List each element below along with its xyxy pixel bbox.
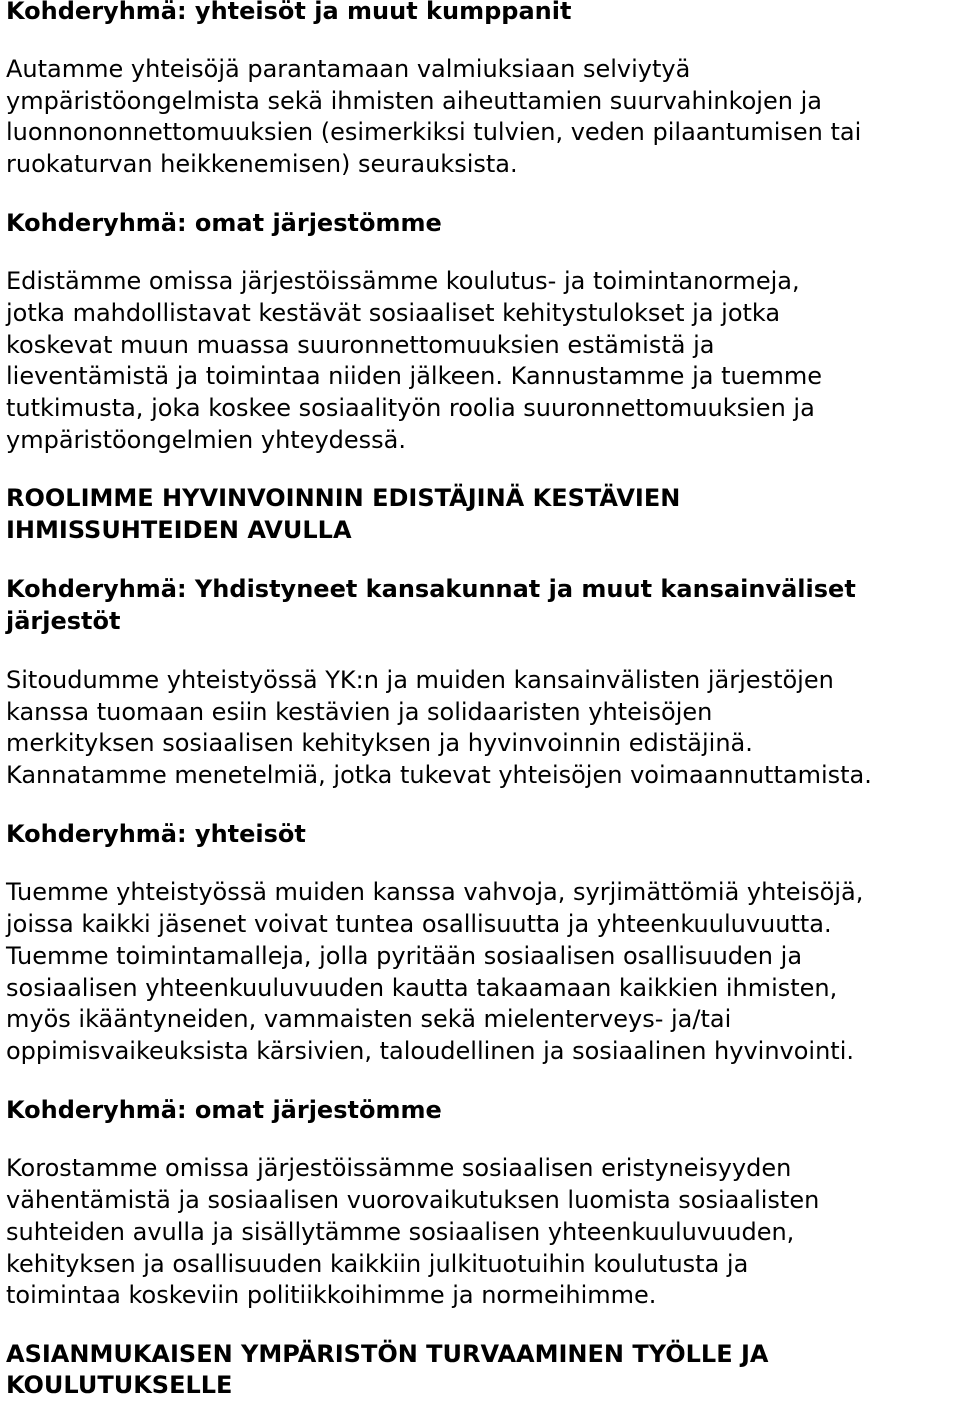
paragraph-line: Sitoudumme yhteistyössä YK:n ja muiden kansainvälisten järjestöjen xyxy=(6,666,834,694)
paragraph-line: Tuemme toimintamalleja, jolla pyritään sosiaalisen osallisuuden ja xyxy=(6,942,803,970)
paragraph-line: ympäristöongelmista sekä ihmisten aiheuttamien suurvahinkojen ja xyxy=(6,87,822,115)
paragraph-line: myös ikääntyneiden, vammaisten sekä mielenterveys- ja/tai xyxy=(6,1005,732,1033)
paragraph-line: kanssa tuomaan esiin kestävien ja solidaaristen yhteisöjen xyxy=(6,698,713,726)
section-heading: Kohderyhmä: yhteisöt xyxy=(6,820,306,848)
paragraph-line: ympäristöongelmien yhteydessä. xyxy=(6,426,407,454)
paragraph-line: jotka mahdollistavat kestävät sosiaaliset kehitystulokset ja jotka xyxy=(6,299,781,327)
paragraph-line: Autamme yhteisöjä parantamaan valmiuksiaan selviytyä xyxy=(6,55,691,83)
section-heading: Kohderyhmä: omat järjestömme xyxy=(6,1096,442,1124)
section-heading: Kohderyhmä: omat järjestömme xyxy=(6,209,442,237)
paragraph-line: joissa kaikki jäsenet voivat tuntea osallisuutta ja yhteenkuuluvuutta. xyxy=(6,910,832,938)
paragraph-line: kehityksen ja osallisuuden kaikkiin julkituotuihin koulutusta ja xyxy=(6,1250,749,1278)
main-heading: ROOLIMME HYVINVOINNIN EDISTÄJINÄ KESTÄVIEN xyxy=(6,484,681,512)
paragraph-line: suhteiden avulla ja sisällytämme sosiaalisen yhteenkuuluvuuden, xyxy=(6,1218,795,1246)
paragraph-line: Kannatamme menetelmiä, jotka tukevat yhteisöjen voimaannuttamista. xyxy=(6,761,872,789)
paragraph-line: Edistämme omissa järjestöissämme koulutus- ja toimintanormeja, xyxy=(6,267,800,295)
section-heading: Kohderyhmä: Yhdistyneet kansakunnat ja muut kansainväliset xyxy=(6,575,856,603)
main-heading: ASIANMUKAISEN YMPÄRISTÖN TURVAAMINEN TYÖLLE JA xyxy=(6,1340,769,1368)
paragraph-line: luonnononnettomuuksien (esimerkiksi tulvien, veden pilaantumisen tai xyxy=(6,118,862,146)
main-heading: IHMISSUHTEIDEN AVULLA xyxy=(6,516,352,544)
paragraph-line: Tuemme yhteistyössä muiden kanssa vahvoja, syrjimättömiä yhteisöjä, xyxy=(6,878,864,906)
paragraph-line: vähentämistä ja sosiaalisen vuorovaikutuksen luomista sosiaalisten xyxy=(6,1186,820,1214)
paragraph-line: lieventämistä ja toimintaa niiden jälkeen. Kannustamme ja tuemme xyxy=(6,362,822,390)
section-heading: Kohderyhmä: yhteisöt ja muut kumppanit xyxy=(6,0,572,25)
paragraph-line: ruokaturvan heikkenemisen) seurauksista. xyxy=(6,150,518,178)
paragraph-line: oppimisvaikeuksista kärsivien, taloudellinen ja sosiaalinen hyvinvointi. xyxy=(6,1037,855,1065)
section-heading: järjestöt xyxy=(6,607,121,635)
paragraph-line: tutkimusta, joka koskee sosiaalityön roolia suuronnettomuuksien ja xyxy=(6,394,815,422)
paragraph-line: koskevat muun muassa suuronnettomuuksien estämistä ja xyxy=(6,331,715,359)
paragraph-line: toimintaa koskeviin politiikkoihimme ja normeihimme. xyxy=(6,1281,657,1309)
paragraph-line: merkityksen sosiaalisen kehityksen ja hyvinvoinnin edistäjinä. xyxy=(6,729,753,757)
main-heading: KOULUTUKSELLE xyxy=(6,1371,233,1399)
paragraph-line: sosiaalisen yhteenkuuluvuuden kautta takaamaan kaikkien ihmisten, xyxy=(6,974,838,1002)
paragraph-line: Korostamme omissa järjestöissämme sosiaalisen eristyneisyyden xyxy=(6,1154,792,1182)
